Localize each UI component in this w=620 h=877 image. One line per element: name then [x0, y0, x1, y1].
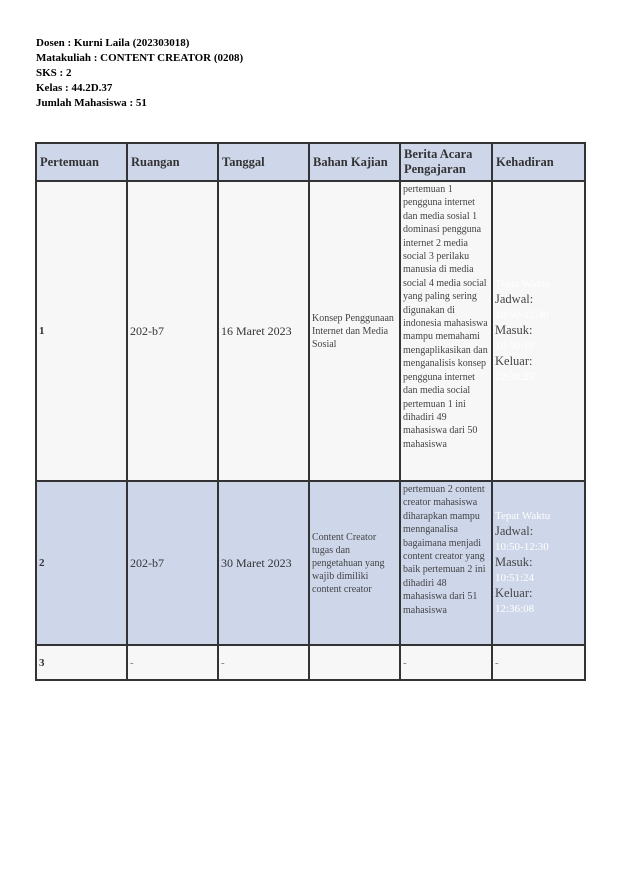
column-header-pertemuan: Pertemuan — [36, 143, 127, 181]
schedule-label: Jadwal: — [495, 524, 534, 539]
check-out-label: Keluar: — [495, 586, 533, 601]
table-row — [36, 181, 585, 481]
attendance-table — [35, 142, 586, 681]
report-cell: pertemuan 1 pengguna internet dan media sosial 1 dominasi pengguna internet 2 media social 3 perilaku manusia di media social 4 media social yang paling sering digunakan di indonesia mahasiswa mampu memahami mengaplikasikan dan menganalisis konsep pengguna internet dan media social pertemuan 1 ini dihadiri 49 mahasiswa dari 50 mahasiswa — [400, 181, 492, 481]
lecturer-line: Dosen : Kurni Laila (202303018) — [36, 37, 190, 49]
check-in-value: 10:51:24 — [495, 571, 535, 584]
class-line: Kelas : 44.2D.37 — [36, 82, 113, 94]
room-cell: 202-b7 — [127, 481, 218, 645]
student-count-line: Jumlah Mahasiswa : 51 — [36, 97, 147, 109]
column-header-ruangan: Ruangan — [127, 143, 218, 181]
schedule-value: 10:50-12:30 — [495, 308, 549, 321]
column-header-bahan-kajian: Bahan Kajian — [309, 143, 400, 181]
topic-cell: Content Creator tugas dan pengetahuan yang wajib dimiliki content creator — [309, 481, 400, 645]
meeting-number: 3 — [36, 645, 127, 680]
check-in-label: Masuk: — [495, 323, 533, 338]
attendance-cell — [492, 481, 585, 645]
course-header — [36, 36, 243, 111]
attendance-status: Tepat Waktu — [495, 277, 551, 290]
date-cell: 16 Maret 2023 — [218, 181, 309, 481]
course-line: Matakuliah : CONTENT CREATOR (0208) — [36, 52, 244, 64]
attendance-status: Tepat Waktu — [495, 509, 551, 522]
date-cell: - — [218, 645, 309, 680]
check-out-value: 12:36:08 — [495, 602, 535, 615]
column-header-kehadiran: Kehadiran — [492, 143, 585, 181]
table-row — [36, 645, 585, 680]
meeting-number: 1 — [36, 181, 127, 481]
attendance-cell — [492, 181, 585, 481]
check-out-label: Keluar: — [495, 354, 533, 369]
date-cell: 30 Maret 2023 — [218, 481, 309, 645]
attendance-table-wrap — [35, 142, 584, 687]
check-out-value: 12:30:25 — [495, 370, 535, 383]
meeting-number: 2 — [36, 481, 127, 645]
check-in-label: Masuk: — [495, 555, 533, 570]
report-cell: pertemuan 2 content creator mahasiswa diharapkan mampu mennganalisa bagaimana menjadi content creator yang baik pertemuan 2 ini dihadiri 48 mahasiswa dari 51 mahasiswa — [400, 481, 492, 645]
credits-line: SKS : 2 — [36, 67, 72, 79]
column-header-tanggal: Tanggal — [218, 143, 309, 181]
topic-cell — [309, 645, 400, 680]
room-cell: 202-b7 — [127, 181, 218, 481]
schedule-label: Jadwal: — [495, 292, 534, 307]
column-header-berita-acara: Berita Acara Pengajaran — [400, 143, 492, 181]
check-in-value: 10:50:19 — [495, 339, 535, 352]
schedule-value: 10:50-12:30 — [495, 540, 549, 553]
report-cell: - — [400, 645, 492, 680]
attendance-cell: - — [492, 645, 585, 680]
room-cell: - — [127, 645, 218, 680]
table-header-row — [36, 143, 585, 181]
topic-cell: Konsep Penggunaan Internet dan Media Sosial — [309, 181, 400, 481]
table-row — [36, 481, 585, 645]
